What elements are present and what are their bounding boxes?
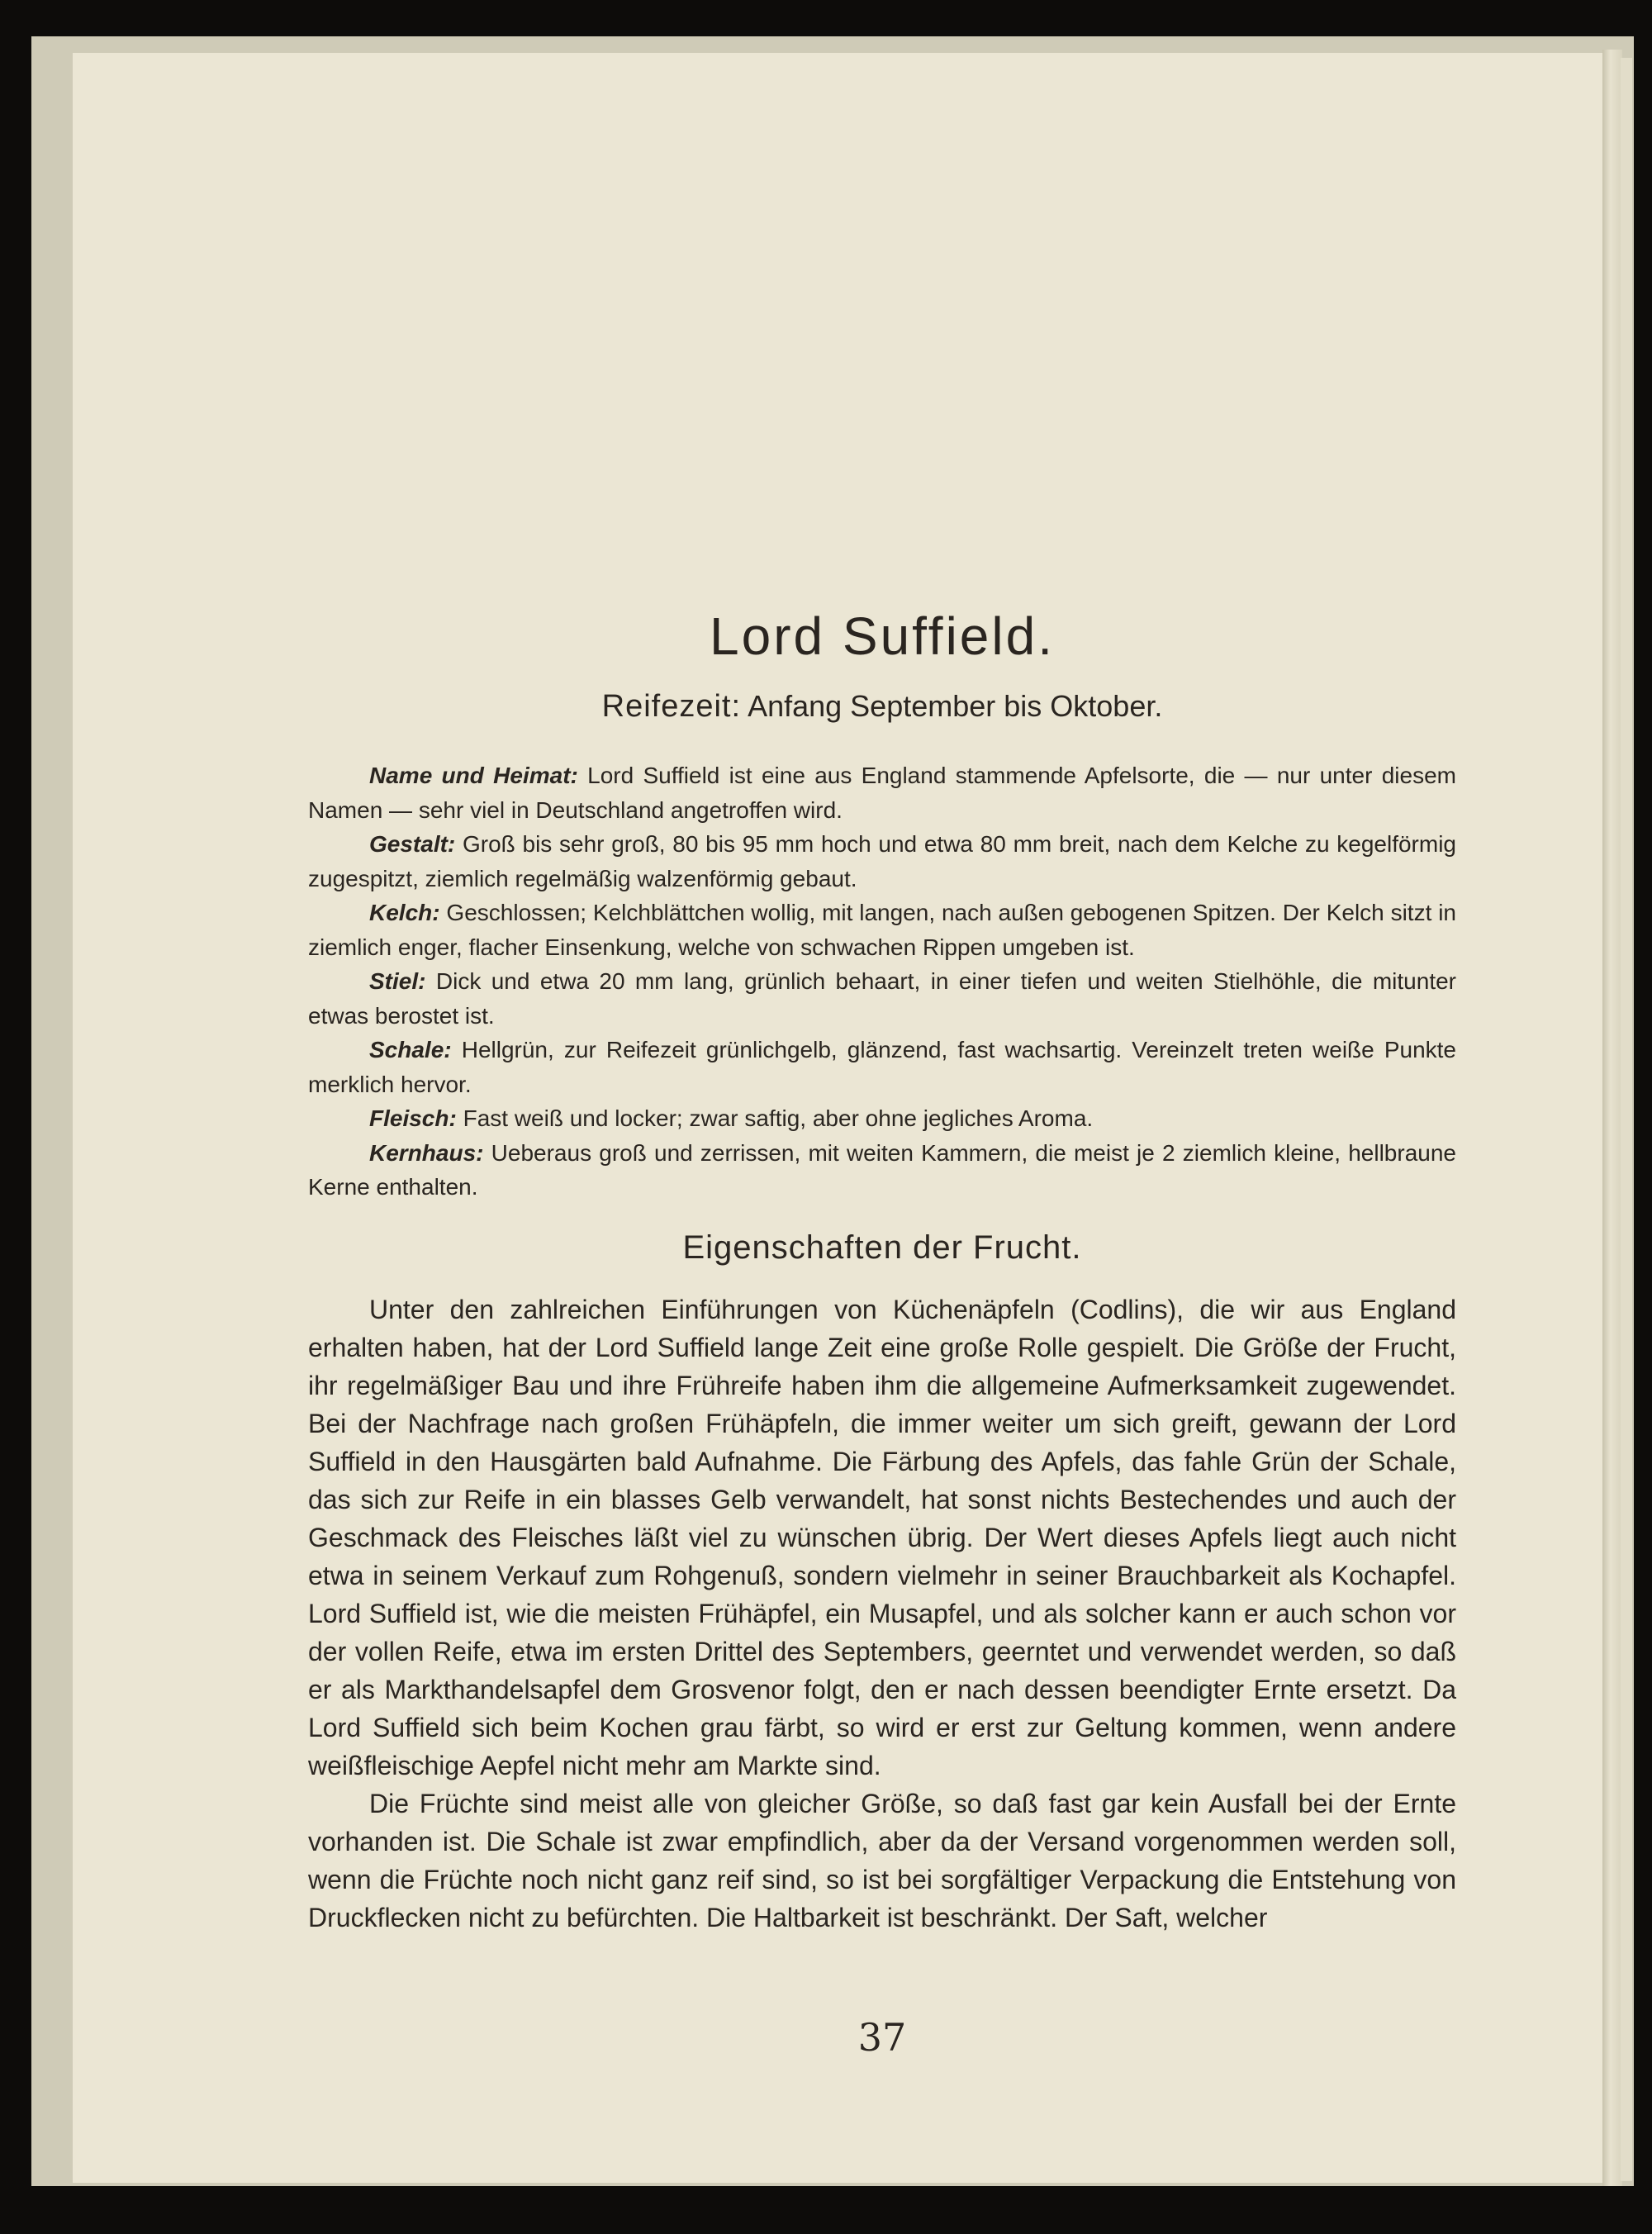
attribute-label: Kelch: xyxy=(369,900,440,925)
page-edge xyxy=(1602,50,1622,2186)
attribute-text: Dick und etwa 20 mm lang, grünlich behaart, in einer tiefen und weiten Stielhöhle, die mitunter etwas berostet ist. xyxy=(308,968,1456,1029)
attribute-label: Schale: xyxy=(369,1037,452,1062)
attribute-core xyxy=(308,1136,1456,1205)
ripening-time xyxy=(308,677,1456,735)
attribute-stalk xyxy=(308,964,1456,1033)
attribute-text: Fast weiß und locker; zwar saftig, aber ohne jegliches Aroma. xyxy=(463,1105,1094,1131)
attribute-text: Lord Suffield ist eine aus England stammende Apfelsorte, die — nur unter diesem Namen — sehr viel in Deutschland angetroffen wird. xyxy=(308,763,1456,823)
attribute-label: Stiel: xyxy=(369,968,426,994)
attribute-shape xyxy=(308,827,1456,896)
attribute-name-origin xyxy=(308,758,1456,827)
attribute-label: Gestalt: xyxy=(369,831,456,857)
page-edge-inner xyxy=(1621,58,1632,2181)
ripening-value: Anfang September bis Oktober. xyxy=(748,689,1163,723)
paragraph: Unter den zahlreichen Einführungen von Küchenäpfeln (Codlins), die wir aus England erhalten haben, hat der Lord Suffield lange Zeit eine große Rolle gespielt. Die Größe der Frucht, ihr regelmäßiger Bau und ihre Frühreife haben ihm die allgemeine Aufmerksamkeit zugewendet. Bei der Nachfrage nach großen Frühäpfeln, die immer weiter um sich greift, gewann der Lord Suffield in den Hausgärten bald Aufnahme. Die Färbung des Apfels, das fahle Grün der Schale, das sich zur Reife in ein blasses Gelb verwandelt, hat sonst nichts Bestechendes und auch der Geschmack des Fleisches läßt viel zu wünschen übrig. Der Wert dieses Apfels liegt auch nicht etwa in seinem Verkauf zum Rohgenuß, sondern vielmehr in seiner Brauchbarkeit als Kochapfel. Lord Suffield ist, wie die meisten Frühäpfel, ein Musapfel, und als solcher kann er auch schon vor der vollen Reife, etwa im ersten Drittel des Septembers, geerntet und verwendet werden, so daß er als Markthandelsapfel dem Grosvenor folgt, den er nach dessen beendigter Ernte ersetzt. Da Lord Suffield sich beim Kochen grau färbt, so wird er erst zur Geltung kommen, wenn andere weißfleischige Aepfel nicht mehr am Markte sind. xyxy=(308,1295,1456,1780)
attribute-calyx xyxy=(308,896,1456,964)
attribute-text: Hellgrün, zur Reifezeit grünlichgelb, glänzend, fast wachsartig. Vereinzelt treten weiße Punkte merklich hervor. xyxy=(308,1037,1456,1097)
attribute-label: Kernhaus: xyxy=(369,1139,484,1166)
body-text xyxy=(308,1290,1456,1937)
section-heading: Eigenschaften der Frucht. xyxy=(682,1229,1082,1266)
variety-attributes xyxy=(308,758,1456,1205)
paragraph: Die Früchte sind meist alle von gleicher Größe, so daß fast gar kein Ausfall bei der Ernte vorhanden ist. Die Schale ist zwar empfindlich, aber da der Versand vorgenommen werden soll, wenn die Früchte noch nicht ganz reif sind, so ist bei sorgfältiger Verpackung die Entstehung von Druckflecken nicht zu befürchten. Die Haltbarkeit ist beschränkt. Der Saft, welcher xyxy=(308,1789,1456,1932)
page-number: 37 xyxy=(857,2015,907,2060)
attribute-flesh xyxy=(308,1101,1456,1136)
attribute-label: Name und Heimat: xyxy=(369,763,578,788)
attribute-text: Groß bis sehr groß, 80 bis 95 mm hoch und etwa 80 mm breit, nach dem Kelche zu kegelförmig zugespitzt, ziemlich regelmäßig walzenförmig gebaut. xyxy=(308,831,1456,891)
page-title: Lord Suffield. xyxy=(710,606,1055,666)
attribute-skin xyxy=(308,1033,1456,1101)
attribute-text: Ueberaus groß und zerrissen, mit weiten Kammern, die meist je 2 ziemlich kleine, hellbraune Kerne enthalten. xyxy=(308,1139,1456,1200)
ripening-label: Reifezeit: xyxy=(601,689,742,724)
attribute-label: Fleisch: xyxy=(369,1105,457,1131)
attribute-text: Geschlossen; Kelchblättchen wollig, mit langen, nach außen gebogenen Spitzen. Der Kelch sitzt in ziemlich enger, flacher Einsenkung, welche von schwachen Rippen umgeben ist. xyxy=(308,900,1456,960)
